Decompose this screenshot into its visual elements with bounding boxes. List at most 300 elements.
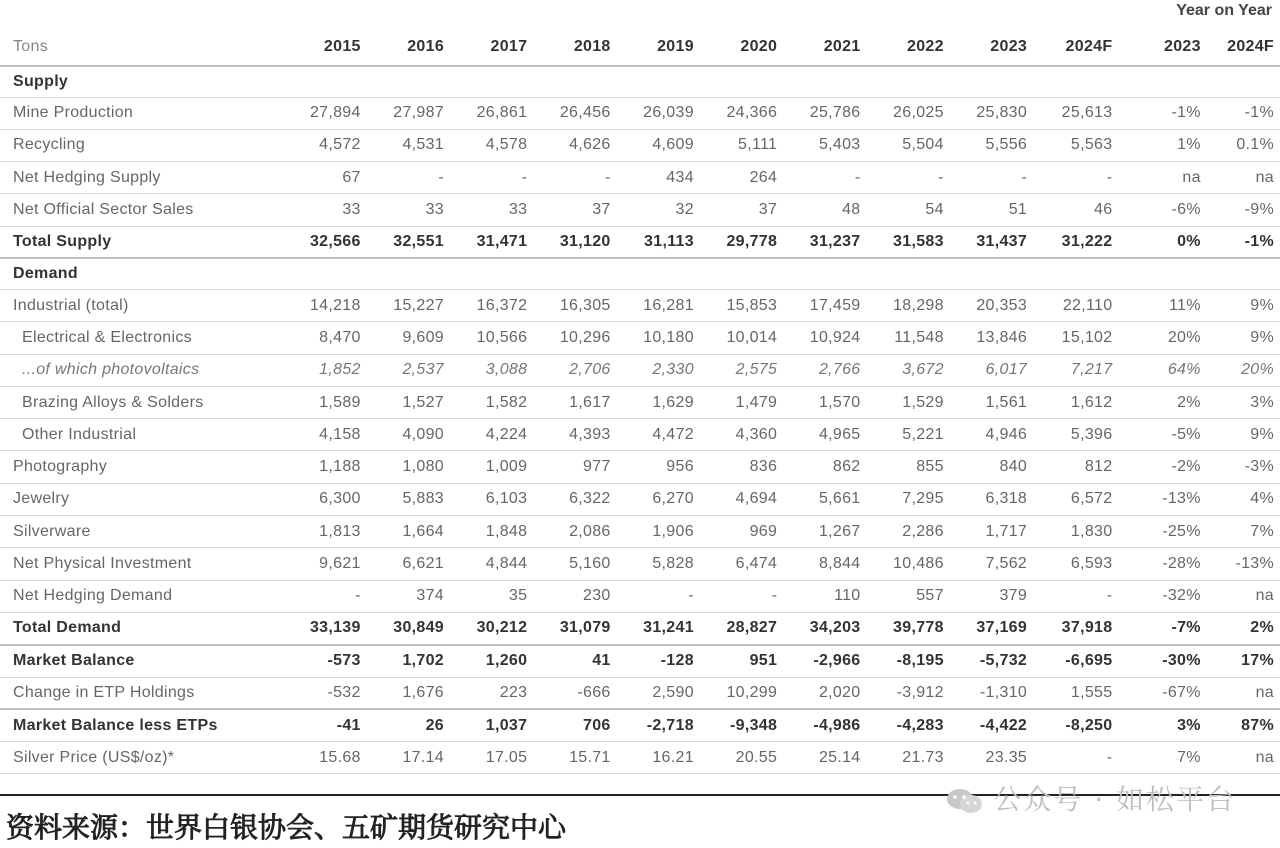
table-cell: 46 [1094, 201, 1113, 219]
table-cell: 31,120 [559, 233, 611, 251]
table-cell: na [1182, 168, 1201, 186]
table-cell: 4,578 [485, 136, 528, 154]
table-cell: 6,621 [402, 555, 445, 572]
table-cell: 32 [675, 201, 694, 219]
table-cell: 434 [666, 168, 694, 186]
table-cell: 1,612 [1070, 393, 1113, 411]
table-cell: -9% [1244, 201, 1274, 219]
table-cell: 10,486 [893, 555, 944, 572]
table-cell: 6,474 [735, 555, 778, 572]
table-cell: 16,372 [476, 296, 528, 314]
row-label: Jewelry [13, 490, 70, 508]
table-cell: - [438, 168, 445, 186]
row-label: Electrical & Electronics [22, 328, 192, 346]
table-cell: -573 [327, 652, 361, 670]
table-cell: 110 [834, 587, 861, 605]
table-cell: -1% [1244, 104, 1274, 122]
table-cell: 15.68 [319, 748, 361, 766]
table-cell: 31,113 [644, 233, 694, 251]
table-cell: 4,224 [485, 425, 528, 443]
table-cell: 67 [342, 168, 361, 186]
table-cell: 1,479 [735, 393, 778, 411]
table-cell: 9% [1250, 425, 1274, 443]
table-row [0, 709, 1280, 741]
table-cell: 10,014 [726, 328, 778, 346]
row-label: Net Hedging Demand [13, 587, 173, 605]
table-cell: 10,299 [726, 683, 778, 701]
table-cell: -32% [1162, 587, 1201, 605]
table-cell: -25% [1162, 522, 1201, 540]
table-cell: 20.55 [735, 748, 778, 766]
table-cell: 1,555 [1070, 683, 1113, 701]
table-cell: 25,830 [976, 104, 1028, 122]
row-label: Change in ETP Holdings [13, 683, 195, 701]
table-cell: -30% [1162, 652, 1201, 670]
table-cell: 87% [1241, 716, 1274, 734]
table-cell: 5,556 [985, 136, 1028, 154]
table-cell: -67% [1162, 683, 1201, 701]
table-cell: 33 [508, 201, 528, 219]
year-on-year-header: Year on Year [1176, 2, 1272, 19]
table-cell: 4% [1250, 490, 1274, 508]
table-cell: -5% [1171, 425, 1201, 443]
table-cell: 1,267 [818, 522, 861, 540]
table-row [0, 97, 1280, 129]
table-cell: 5,563 [1070, 136, 1113, 154]
table-cell: 1,906 [652, 522, 694, 540]
header-col-6: 2020 [740, 37, 778, 55]
section-label: Demand [13, 265, 78, 283]
watermark-text: 公众号 · 如松平台 [993, 783, 1236, 816]
table-cell: 9,621 [319, 555, 361, 572]
table-cell: 4,946 [985, 425, 1028, 443]
table-cell: 26,025 [893, 104, 944, 122]
table-cell: 2,086 [569, 522, 611, 540]
row-label: Market Balance less ETPs [13, 716, 218, 734]
table-cell: 2,020 [818, 683, 861, 701]
table-cell: 1,676 [402, 683, 445, 701]
table-cell: -3% [1244, 458, 1274, 476]
table-cell: 1,813 [319, 522, 361, 540]
table-cell: - [771, 587, 778, 605]
table-cell: 4,609 [652, 136, 694, 154]
table-row [0, 419, 1280, 451]
table-cell: 31,241 [643, 619, 694, 637]
table-cell: 4,090 [402, 425, 445, 443]
table-row [0, 354, 1280, 386]
table-cell: 5,504 [902, 136, 944, 154]
row-label: Recycling [13, 136, 86, 154]
table-cell: -8,195 [896, 652, 944, 670]
row-label: Industrial (total) [13, 296, 129, 314]
table-cell: 33 [425, 201, 445, 219]
table-cell: 30,849 [393, 619, 445, 637]
header-col-12: 2024F [1227, 37, 1274, 55]
table-row [0, 226, 1280, 258]
table-cell: 1,717 [985, 522, 1028, 540]
table-cell: 4,572 [319, 136, 361, 154]
source-note: 资料来源：世界白银协会、五矿期货研究中心 [6, 811, 567, 844]
table-cell: 1,582 [485, 393, 528, 411]
table-cell: 6,318 [985, 490, 1028, 508]
table-cell: 3% [1250, 393, 1274, 411]
table-cell: 20% [1167, 328, 1201, 346]
table-cell: -532 [327, 683, 361, 701]
table-row [0, 483, 1280, 515]
table-cell: 2,330 [652, 361, 694, 379]
table-cell: 2,575 [735, 361, 778, 379]
table-cell: 6,322 [569, 490, 611, 508]
table-cell: 6,593 [1070, 555, 1113, 572]
table-cell: - [355, 587, 361, 605]
table-cell: 26 [425, 716, 445, 734]
table-cell: 22,110 [1062, 296, 1113, 314]
table-cell: 7,217 [1070, 361, 1113, 379]
table-cell: 18,298 [893, 296, 944, 314]
table-cell: - [521, 168, 528, 186]
table-cell: 10,296 [559, 328, 611, 346]
table-cell: 1,037 [485, 716, 528, 734]
table-cell: 15.71 [569, 748, 611, 766]
table-cell: 33 [342, 201, 361, 219]
table-cell: 25,786 [809, 104, 861, 122]
table-cell: 2,590 [652, 683, 694, 701]
table-cell: 1,589 [319, 393, 361, 411]
table-cell: -4,986 [813, 716, 861, 734]
table-cell: 28,827 [726, 619, 778, 637]
table-cell: -666 [577, 683, 611, 701]
table-cell: 31,471 [476, 233, 528, 251]
table-cell: - [1021, 168, 1028, 186]
table-cell: - [688, 587, 694, 605]
row-label: Total Demand [13, 619, 122, 637]
table-cell: 969 [749, 522, 778, 540]
table-row [0, 612, 1280, 644]
row-label: Net Hedging Supply [13, 168, 161, 186]
table-cell: 1,629 [652, 393, 694, 411]
table-cell: -2,718 [646, 716, 694, 734]
table-cell: -13% [1235, 555, 1274, 572]
header-col-1: 2015 [323, 37, 361, 55]
table-cell: 374 [416, 587, 445, 605]
table-cell: 27,894 [309, 104, 361, 122]
table-cell: 17.14 [402, 748, 445, 766]
table-cell: 5,883 [402, 490, 445, 508]
table-cell: 1,527 [402, 393, 445, 411]
table-cell: 31,583 [893, 233, 944, 251]
table-cell: 13,846 [976, 328, 1028, 346]
table-cell: -2,966 [813, 652, 861, 670]
table-row [0, 129, 1280, 161]
table-cell: na [1255, 683, 1274, 701]
table-row [0, 548, 1280, 580]
table-cell: 26,039 [643, 104, 694, 122]
table-cell: 31,222 [1061, 233, 1113, 251]
table-cell: 32,566 [309, 233, 361, 251]
table-cell: na [1255, 168, 1274, 186]
row-label: Mine Production [13, 104, 134, 122]
table-cell: -13% [1162, 490, 1201, 508]
table-cell: 2% [1250, 619, 1274, 637]
header-unit: Tons [13, 37, 48, 55]
table-cell: 11,548 [894, 328, 944, 346]
row-label: Photography [13, 458, 108, 476]
table-header-row [0, 28, 1280, 66]
table-cell: 26,456 [559, 104, 611, 122]
table-cell: 9% [1250, 296, 1274, 314]
table-cell: 16,281 [643, 296, 694, 314]
table-cell: 5,828 [652, 555, 694, 572]
table-cell: 15,853 [726, 296, 778, 314]
table-cell: 3,672 [902, 361, 944, 379]
row-label: Silver Price (US$/oz)* [13, 748, 175, 766]
table-row [0, 289, 1280, 321]
table-cell: 6,017 [985, 361, 1028, 379]
table-cell: 1,664 [402, 522, 445, 540]
table-cell: - [1106, 168, 1113, 186]
table-cell: 6,270 [652, 490, 694, 508]
table-cell: 1,570 [818, 393, 861, 411]
table-cell: 1,830 [1070, 522, 1113, 540]
table-cell: 1,852 [319, 361, 361, 379]
table-cell: 4,531 [402, 136, 445, 154]
section-header [0, 66, 1280, 97]
table-row [0, 742, 1280, 774]
table-cell: 3,088 [485, 361, 528, 379]
table-cell: 264 [749, 168, 778, 186]
table-cell: -41 [336, 716, 361, 734]
section-header [0, 258, 1280, 289]
table-cell: 32,551 [393, 233, 445, 251]
table-cell: 10,566 [476, 328, 528, 346]
table-cell: 956 [666, 458, 694, 476]
table-cell: 3% [1177, 716, 1201, 734]
table-cell: 2,706 [569, 361, 611, 379]
table-cell: 9,609 [402, 328, 445, 346]
table-cell: 7,295 [902, 490, 944, 508]
table-cell: 2,286 [902, 522, 944, 540]
table-cell: 706 [583, 716, 611, 734]
table-cell: 812 [1084, 458, 1113, 476]
table-cell: 1,080 [402, 458, 445, 476]
table-cell: -128 [660, 652, 694, 670]
table-cell: -5,732 [979, 652, 1028, 670]
table-cell: 35 [508, 587, 528, 605]
table-cell: 8,844 [818, 555, 861, 572]
table-cell: 4,360 [735, 425, 778, 443]
header-col-2: 2016 [407, 37, 445, 55]
row-label: Net Official Sector Sales [13, 201, 194, 219]
table-cell: 31,237 [809, 233, 861, 251]
table-row [0, 580, 1280, 612]
table-cell: 0.1% [1236, 136, 1274, 154]
table-cell: 8,470 [319, 328, 361, 346]
table-cell: 4,965 [818, 425, 861, 443]
table-cell: 2,766 [818, 361, 861, 379]
table-cell: 31,437 [976, 233, 1028, 251]
table-row [0, 677, 1280, 709]
row-label: Net Physical Investment [13, 555, 192, 572]
table-cell: 39,778 [893, 619, 944, 637]
header-col-10: 2024F [1065, 37, 1113, 55]
table-cell: -2% [1171, 458, 1201, 476]
table-cell: 17.05 [485, 748, 528, 766]
table-cell: 379 [999, 587, 1028, 605]
table-row [0, 516, 1280, 548]
table-cell: 23.35 [985, 748, 1028, 766]
table-cell: 557 [916, 587, 944, 605]
table-cell: 48 [842, 201, 861, 219]
row-label: Brazing Alloys & Solders [22, 393, 204, 411]
table-cell: 6,300 [319, 490, 361, 508]
table-cell: 16.21 [652, 748, 694, 766]
table-cell: -4,283 [896, 716, 944, 734]
table-row [0, 194, 1280, 226]
table-cell: 20,353 [976, 296, 1028, 314]
table-cell: 31,079 [559, 619, 611, 637]
table-cell: na [1255, 587, 1274, 605]
table-cell: 10,924 [809, 328, 861, 346]
table-cell: 4,158 [319, 425, 361, 443]
table-cell: -6% [1171, 201, 1201, 219]
row-label: Other Industrial [22, 425, 137, 443]
table-cell: 11% [1169, 296, 1201, 314]
table-cell: 855 [916, 458, 944, 476]
table-cell: 51 [1008, 201, 1028, 219]
table-cell: -28% [1162, 555, 1201, 572]
table-cell: 15,227 [393, 296, 445, 314]
table-cell: 1,848 [485, 522, 528, 540]
table-cell: 6,572 [1070, 490, 1113, 508]
table-cell: 836 [749, 458, 778, 476]
table-cell: 4,393 [569, 425, 611, 443]
table-cell: 24,366 [726, 104, 778, 122]
table-cell: 6,103 [485, 490, 528, 508]
table-cell: -6,695 [1065, 652, 1113, 670]
table-cell: 840 [999, 458, 1028, 476]
table-cell: -8,250 [1065, 716, 1113, 734]
table-cell: 230 [583, 587, 611, 605]
table-row [0, 322, 1280, 354]
table-cell: 0% [1177, 233, 1201, 251]
table-cell: 20% [1241, 361, 1274, 379]
row-label: ...of which photovoltaics [22, 361, 200, 379]
table-cell: 64% [1167, 361, 1201, 379]
table-cell: 10,180 [643, 328, 694, 346]
header-col-5: 2019 [657, 37, 694, 55]
table-cell: 1,009 [485, 458, 528, 476]
table-cell: na [1255, 748, 1274, 766]
table-cell: -1% [1244, 233, 1274, 251]
table-cell: 4,626 [569, 136, 611, 154]
table-cell: -3,912 [896, 683, 944, 701]
table-cell: - [604, 168, 611, 186]
table-cell: 977 [583, 458, 611, 476]
table-cell: 5,661 [818, 490, 861, 508]
table-cell: -4,422 [979, 716, 1028, 734]
table-cell: 37,169 [976, 619, 1028, 637]
table-cell: 14,218 [309, 296, 361, 314]
table-cell: - [938, 168, 944, 186]
table-cell: 1,529 [902, 393, 944, 411]
header-col-8: 2022 [907, 37, 944, 55]
table-cell: 5,221 [902, 425, 944, 443]
row-label: Market Balance [13, 652, 135, 670]
table-cell: 29,778 [726, 233, 778, 251]
table-cell: 862 [832, 458, 861, 476]
table-cell: 7,562 [985, 555, 1028, 572]
row-label: Total Supply [13, 233, 112, 251]
table-cell: 4,694 [735, 490, 778, 508]
table-cell: 7% [1250, 522, 1274, 540]
table-cell: 41 [592, 652, 611, 670]
table-cell: 1,617 [569, 393, 611, 411]
table-cell: 5,396 [1070, 425, 1113, 443]
table-cell: - [1106, 748, 1113, 766]
table-cell: 1,561 [985, 393, 1028, 411]
table-cell: 7% [1177, 748, 1201, 766]
table-cell: -7% [1171, 619, 1201, 637]
table-cell: 1,188 [319, 458, 361, 476]
header-col-11: 2023 [1164, 37, 1201, 55]
table-row [0, 386, 1280, 418]
table-cell: 15,102 [1061, 328, 1113, 346]
table-cell: 223 [499, 683, 528, 701]
table-row [0, 162, 1280, 194]
table-cell: 54 [925, 201, 944, 219]
header-col-9: 2023 [990, 37, 1028, 55]
section-label: Supply [13, 72, 69, 90]
table-cell: 17% [1241, 652, 1274, 670]
table-cell: -1% [1171, 104, 1201, 122]
table-cell: 5,111 [738, 136, 778, 154]
table-cell: 1,260 [485, 652, 528, 670]
header-col-4: 2018 [573, 37, 611, 55]
table-cell: -9,348 [730, 716, 778, 734]
table-cell: 5,403 [818, 136, 861, 154]
table-cell: 16,305 [559, 296, 611, 314]
table-cell: 1,702 [402, 652, 445, 670]
table-cell: 951 [749, 652, 778, 670]
table-cell: 37 [592, 201, 611, 219]
table-cell: -1,310 [979, 683, 1028, 701]
header-col-7: 2021 [823, 37, 861, 55]
silver-supply-demand-table [0, 28, 1280, 774]
table-cell: 33,139 [309, 619, 361, 637]
wechat-icon [945, 787, 985, 815]
table-cell: 4,844 [485, 555, 528, 572]
table-cell: 37 [758, 201, 778, 219]
table-cell: 9% [1250, 328, 1274, 346]
table-cell: - [1106, 587, 1113, 605]
table-cell: 25,613 [1061, 104, 1113, 122]
table-cell: 5,160 [569, 555, 611, 572]
table-cell: 4,472 [652, 425, 694, 443]
table-cell: 27,987 [393, 104, 445, 122]
table-cell: 21.73 [902, 748, 944, 766]
table-cell: 25.14 [818, 748, 861, 766]
table-cell: - [854, 168, 861, 186]
header-col-3: 2017 [490, 37, 528, 55]
table-cell: 34,203 [809, 619, 861, 637]
table-row [0, 451, 1280, 483]
table-cell: 2% [1177, 393, 1201, 411]
table-cell: 17,459 [809, 296, 861, 314]
table-cell: 37,918 [1061, 619, 1113, 637]
table-row [0, 645, 1280, 677]
row-label: Silverware [13, 522, 91, 540]
table-cell: 1% [1177, 136, 1201, 154]
